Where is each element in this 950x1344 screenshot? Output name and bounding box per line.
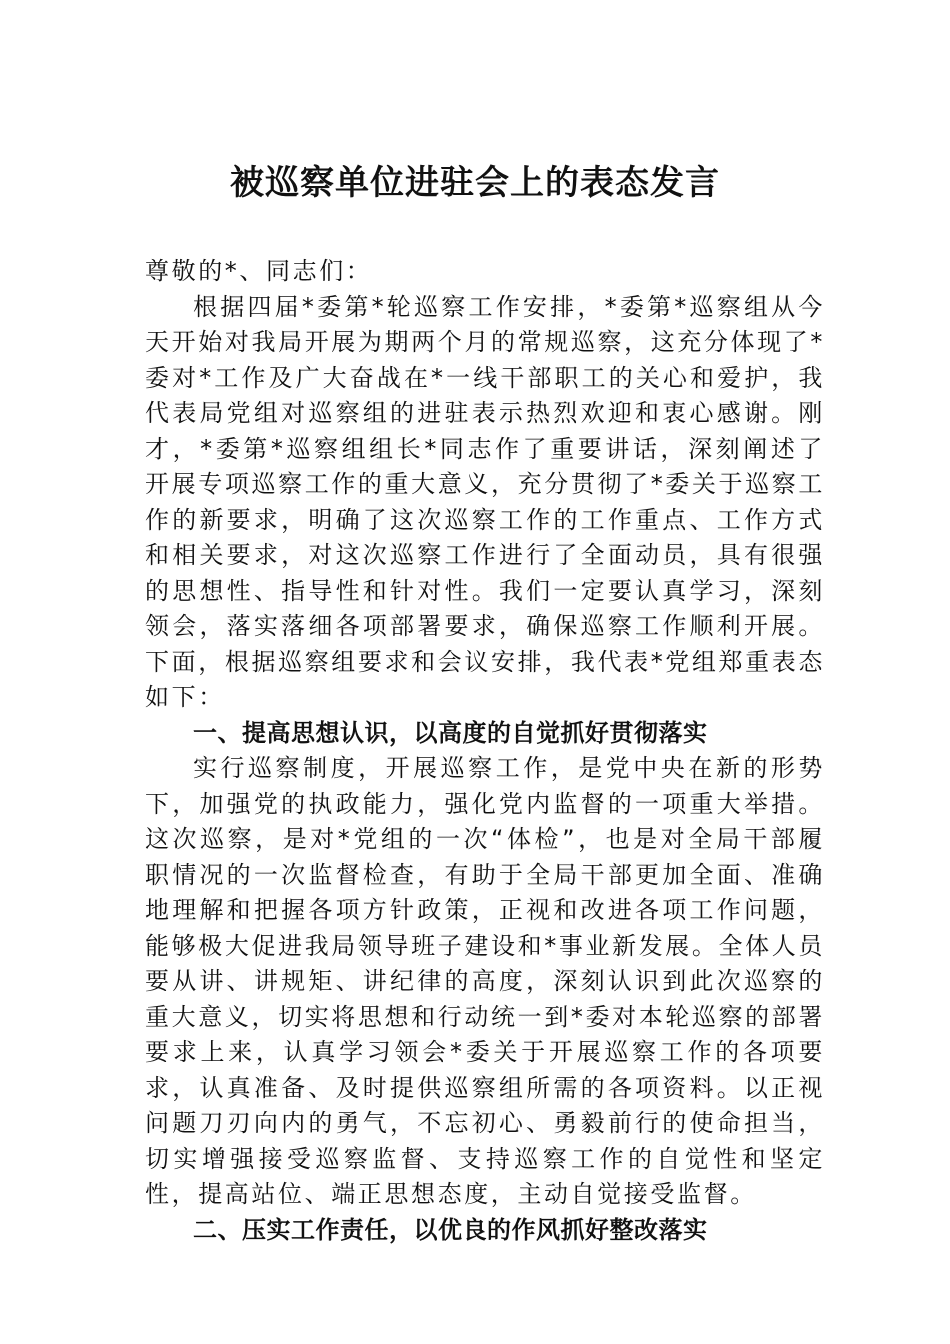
- section-paragraph-1: 实行巡察制度，开展巡察工作，是党中央在新的形势下，加强党的执政能力，强化党内监督的一项重大举措。这次巡察，是对*党组的一次“体检”，也是对全局干部履职情况的一次监督检查，有助于全局干部更加全面、准确地理解和把握各项方针政策，正视和改进各项工作问题，能够极大促进我局领导班子建设和*事业新发展。全体人员要从讲、讲规矩、讲纪律的高度，深刻认识到此次巡察的重大意义，切实将思想和行动统一到*委对本轮巡察的部署要求上来，认真学习领会*委关于开展巡察工作的各项要求，认真准备、及时提供巡察组所需的各项资料。以正视问题刀刃向内的勇气，不忘初心、勇毅前行的使命担当，切实增强接受巡察监督、支持巡察工作的自觉性和坚定性，提高站位、端正思想态度，主动自觉接受监督。: [145, 754, 825, 1208]
- document-title: 被巡察单位进驻会上的表态发言: [230, 163, 720, 203]
- section-heading-1: 一、提高思想认识，以高度的自觉抓好贯彻落实: [193, 718, 708, 747]
- section-heading-2: 二、压实工作责任，以优良的作风抓好整改落实: [193, 1215, 708, 1244]
- salutation: 尊敬的*、同志们：: [145, 257, 373, 285]
- document-body: [145, 254, 825, 1248]
- opening-paragraph: 根据四届*委第*轮巡察工作安排，*委第*巡察组从今天开始对我局开展为期两个月的常规巡察，这充分体现了*委对*工作及广大奋战在*一线干部职工的关心和爱护，我代表局党组对巡察组的进驻表示热烈欢迎和衷心感谢。刚才，*委第*巡察组组长*同志作了重要讲话，深刻阐述了开展专项巡察工作的重大意义，充分贯彻了*委关于巡察工作的新要求，明确了这次巡察工作的工作重点、工作方式和相关要求，对这次巡察工作进行了全面动员，具有很强的思想性、指导性和针对性。我们一定要认真学习，深刻领会，落实落细各项部署要求，确保巡察工作顺利开展。下面，根据巡察组要求和会议安排，我代表*党组郑重表态如下：: [145, 292, 825, 711]
